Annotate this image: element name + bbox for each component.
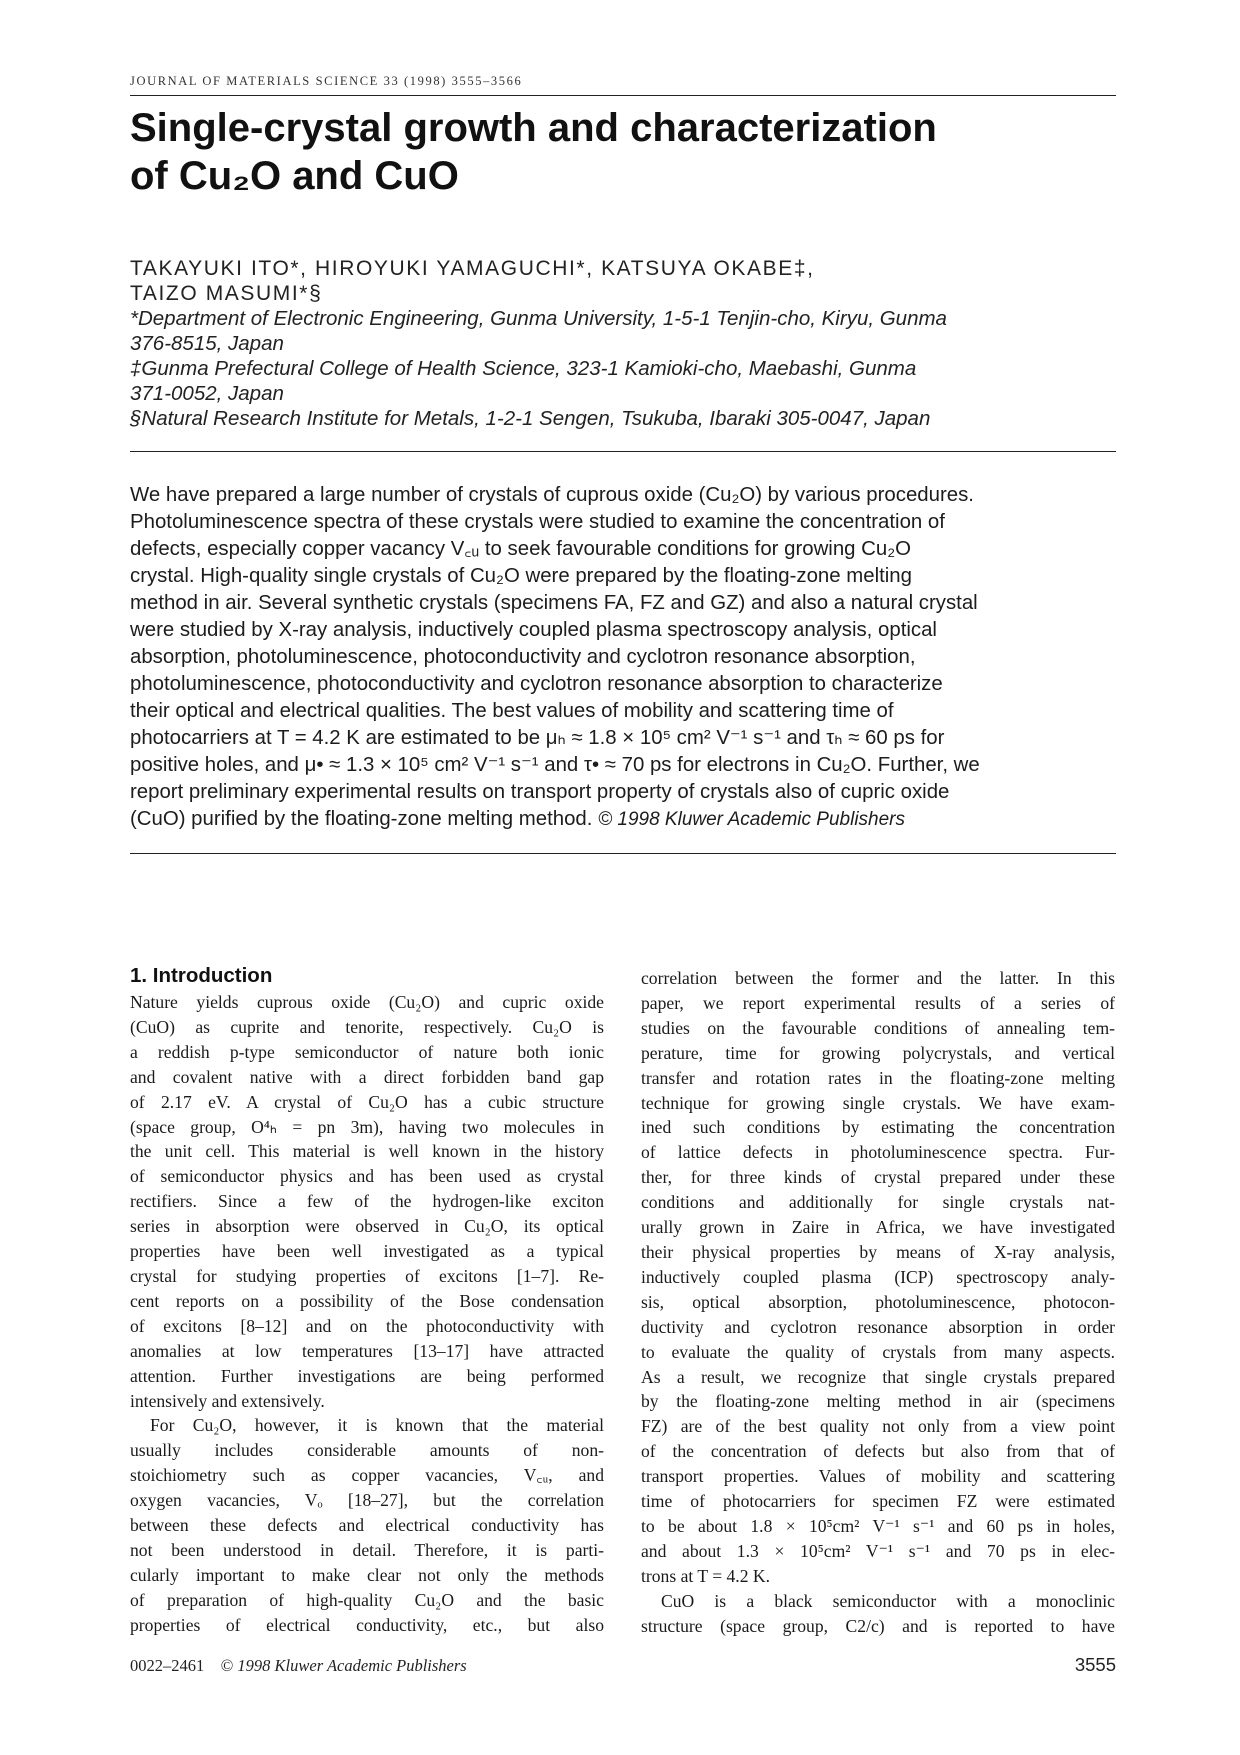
left-column-line: oxygen vacancies, Vₒ [18–27], but the correlation bbox=[130, 1490, 604, 1511]
left-column-line: properties have been well investigated as a typical bbox=[130, 1241, 604, 1262]
left-column-line: of preparation of high-quality Cu₂O and the basic bbox=[130, 1589, 604, 1610]
left-column-line: stoichiometry such as copper vacancies, V꜀ᵤ, and bbox=[130, 1465, 604, 1486]
right-column-line: of the concentration of defects but also from that of bbox=[641, 1441, 1115, 1462]
right-column-line: time of photocarriers for specimen FZ were estimated bbox=[641, 1491, 1115, 1512]
right-column-line: paper, we report experimental results of a series of bbox=[641, 992, 1115, 1013]
left-column-line: of 2.17 eV. A crystal of Cu₂O has a cubic structure bbox=[130, 1091, 604, 1112]
abstract-line: method in air. Several synthetic crystals (specimens FA, FZ and GZ) and also a natural crystal bbox=[130, 592, 978, 614]
abstract-line: (CuO) purified by the floating-zone melting method. bbox=[130, 808, 593, 830]
right-column-line: to evaluate the quality of crystals from many aspects. bbox=[641, 1341, 1115, 1362]
right-column-line: of lattice defects in photoluminescence spectra. Fur- bbox=[641, 1142, 1115, 1163]
abstract-line: photoluminescence, photoconductivity and cyclotron resonance absorption to characterize bbox=[130, 673, 943, 695]
right-column-line: studies on the favourable conditions of annealing tem- bbox=[641, 1017, 1115, 1038]
author-list bbox=[130, 256, 1116, 282]
right-column-line: FZ) are of the best quality not only from a view point bbox=[641, 1416, 1115, 1437]
left-column-line: anomalies at low temperatures [13–17] have attracted bbox=[130, 1340, 604, 1361]
left-column-line: between these defects and electrical conductivity has bbox=[130, 1515, 604, 1536]
left-column-line: a reddish p-type semiconductor of nature both ionic bbox=[130, 1041, 604, 1062]
left-column-line: attention. Further investigations are being performed bbox=[130, 1365, 604, 1386]
left-column-line: crystal for studying properties of excitons [1–7]. Re- bbox=[130, 1265, 604, 1286]
abstract-line: We have prepared a large number of crystals of cuprous oxide (Cu₂O) by various procedures. bbox=[130, 484, 974, 506]
left-column-line: (space group, O⁴ₕ = pn 3m), having two molecules in bbox=[130, 1116, 604, 1137]
abstract-bottom-rule bbox=[130, 853, 1116, 854]
abstract-line: their optical and electrical qualities. The best values of mobility and scattering time of bbox=[130, 700, 894, 722]
affiliation-line: ‡Gunma Prefectural College of Health Science, 323-1 Kamioki-cho, Maebashi, Gunma bbox=[130, 357, 917, 380]
abstract-line: absorption, photoluminescence, photoconductivity and cyclotron resonance absorption, bbox=[130, 646, 916, 668]
left-column-line: intensively and extensively. bbox=[130, 1390, 325, 1411]
left-column-line: For Cu₂O, however, it is known that the material bbox=[150, 1415, 604, 1436]
left-column-line: rectifiers. Since a few of the hydrogen-like exciton bbox=[130, 1191, 604, 1212]
abstract-line: defects, especially copper vacancy V꜀ᵤ to seek favourable conditions for growing Cu₂O bbox=[130, 538, 912, 560]
issn: 0022–2461 bbox=[130, 1656, 205, 1675]
right-column-line: their physical properties by means of X-ray analysis, bbox=[641, 1241, 1115, 1262]
abstract-top-rule bbox=[130, 451, 1116, 452]
left-column-line: (CuO) as cuprite and tenorite, respectively. Cu₂O is bbox=[130, 1016, 604, 1037]
left-column-line: not been understood in detail. Therefore, it is parti- bbox=[130, 1539, 604, 1560]
copyright-symbol: © bbox=[220, 1656, 234, 1675]
journal-header: JOURNAL OF MATERIALS SCIENCE 33 (1998) 3555–3566 bbox=[130, 74, 523, 88]
authors-line-2: TAIZO MASUMI*§ bbox=[130, 282, 323, 305]
abstract bbox=[130, 482, 1116, 833]
header-rule bbox=[130, 95, 1116, 96]
left-column-line: Nature yields cuprous oxide (Cu₂O) and cupric oxide bbox=[130, 992, 604, 1012]
right-column-line: inductively coupled plasma (ICP) spectroscopy analy- bbox=[641, 1266, 1115, 1287]
affiliation-line: 376-8515, Japan bbox=[130, 332, 284, 355]
left-column-line: cularly important to make clear not only the methods bbox=[130, 1564, 604, 1585]
affiliation-line: *Department of Electronic Engineering, Gunma University, 1-5-1 Tenjin-cho, Kiryu, Gunma bbox=[130, 307, 947, 330]
left-column-line: the unit cell. This material is well known in the history bbox=[130, 1141, 604, 1162]
title-line-2: of Cu₂O and CuO bbox=[130, 154, 459, 198]
left-column-line: cent reports on a possibility of the Bose condensation bbox=[130, 1290, 604, 1311]
left-column-line: series in absorption were observed in Cu₂O, its optical bbox=[130, 1216, 604, 1237]
left-column-line: properties of electrical conductivity, etc., but also bbox=[130, 1614, 604, 1635]
left-column bbox=[130, 990, 604, 1638]
abstract-line: crystal. High-quality single crystals of Cu₂O were prepared by the floating-zone melting bbox=[130, 565, 912, 587]
page-number: 3555 bbox=[1074, 1654, 1116, 1675]
abstract-copyright: © 1998 Kluwer Academic Publishers bbox=[598, 809, 905, 830]
right-column-line: and about 1.3 × 10⁵cm² V⁻¹ s⁻¹ and 70 ps in elec- bbox=[641, 1540, 1115, 1561]
right-column-line: conditions and additionally for single crystals nat- bbox=[641, 1192, 1115, 1213]
right-column-line: transfer and rotation rates in the floating-zone melting bbox=[641, 1067, 1115, 1088]
abstract-line: positive holes, and μ• ≈ 1.3 × 10⁵ cm² V⁻¹ s⁻¹ and τ• ≈ 70 ps for electrons in Cu₂O. Further, we bbox=[130, 754, 980, 776]
right-column-line: transport properties. Values of mobility and scattering bbox=[641, 1466, 1115, 1487]
right-column-line: structure (space group, C2/c) and is reported to have bbox=[641, 1615, 1115, 1636]
footer-citation bbox=[130, 1656, 467, 1676]
left-column-line: usually includes considerable amounts of non- bbox=[130, 1440, 604, 1461]
affiliation-line: 371-0052, Japan bbox=[130, 382, 284, 405]
left-column-line: of semiconductor physics and has been used as crystal bbox=[130, 1166, 604, 1187]
right-column-line: ductivity and cyclotron resonance absorption in order bbox=[641, 1316, 1115, 1337]
author-list-continued bbox=[130, 281, 1116, 307]
left-column-line: of excitons [8–12] and on the photoconductivity with bbox=[130, 1315, 604, 1336]
right-column-line: As a result, we recognize that single crystals prepared bbox=[641, 1366, 1115, 1387]
affiliations bbox=[130, 306, 1116, 431]
right-column-line: urally grown in Zaire in Africa, we have investigated bbox=[641, 1217, 1115, 1238]
right-column-line: by the floating-zone melting method in air (specimens bbox=[641, 1391, 1115, 1412]
paper-title bbox=[130, 104, 1116, 200]
abstract-line: were studied by X-ray analysis, inductively coupled plasma spectroscopy analysis, optical bbox=[130, 619, 937, 641]
title-line-1: Single-crystal growth and characterization bbox=[130, 106, 937, 150]
right-column-line: to be about 1.8 × 10⁵cm² V⁻¹ s⁻¹ and 60 ps in holes, bbox=[641, 1515, 1115, 1536]
right-column bbox=[641, 966, 1115, 1638]
abstract-line: Photoluminescence spectra of these crystals were studied to examine the concentration of bbox=[130, 511, 945, 533]
affiliation-line: §Natural Research Institute for Metals, 1-2-1 Sengen, Tsukuba, Ibaraki 305-0047, Japan bbox=[130, 407, 931, 430]
right-column-line: CuO is a black semiconductor with a monoclinic bbox=[661, 1590, 1115, 1611]
publisher-name: 1998 Kluwer Academic Publishers bbox=[237, 1656, 467, 1675]
abstract-final-line bbox=[130, 806, 1116, 833]
abstract-line: report preliminary experimental results on transport property of crystals also of cupric oxide bbox=[130, 781, 950, 803]
right-column-line: correlation between the former and the latter. In this bbox=[641, 968, 1115, 988]
abstract-line: photocarriers at T = 4.2 K are estimated to be μₕ ≈ 1.8 × 10⁵ cm² V⁻¹ s⁻¹ and τₕ ≈ 60 ps for bbox=[130, 727, 945, 749]
right-column-line: ined such conditions by estimating the concentration bbox=[641, 1117, 1115, 1138]
right-column-line: perature, time for growing polycrystals, and vertical bbox=[641, 1042, 1115, 1063]
right-column-line: ther, for three kinds of crystal prepared under these bbox=[641, 1167, 1115, 1188]
authors-line-1: TAKAYUKI ITO*, HIROYUKI YAMAGUCHI*, KATSUYA OKABE‡, bbox=[130, 257, 815, 280]
right-column-line: trons at T = 4.2 K. bbox=[641, 1565, 771, 1586]
section-heading-introduction: 1. Introduction bbox=[130, 964, 273, 987]
left-column-line: and covalent native with a direct forbidden band gap bbox=[130, 1066, 604, 1087]
right-column-line: sis, optical absorption, photoluminescence, photocon- bbox=[641, 1291, 1115, 1312]
right-column-line: technique for growing single crystals. We have exam- bbox=[641, 1092, 1115, 1113]
